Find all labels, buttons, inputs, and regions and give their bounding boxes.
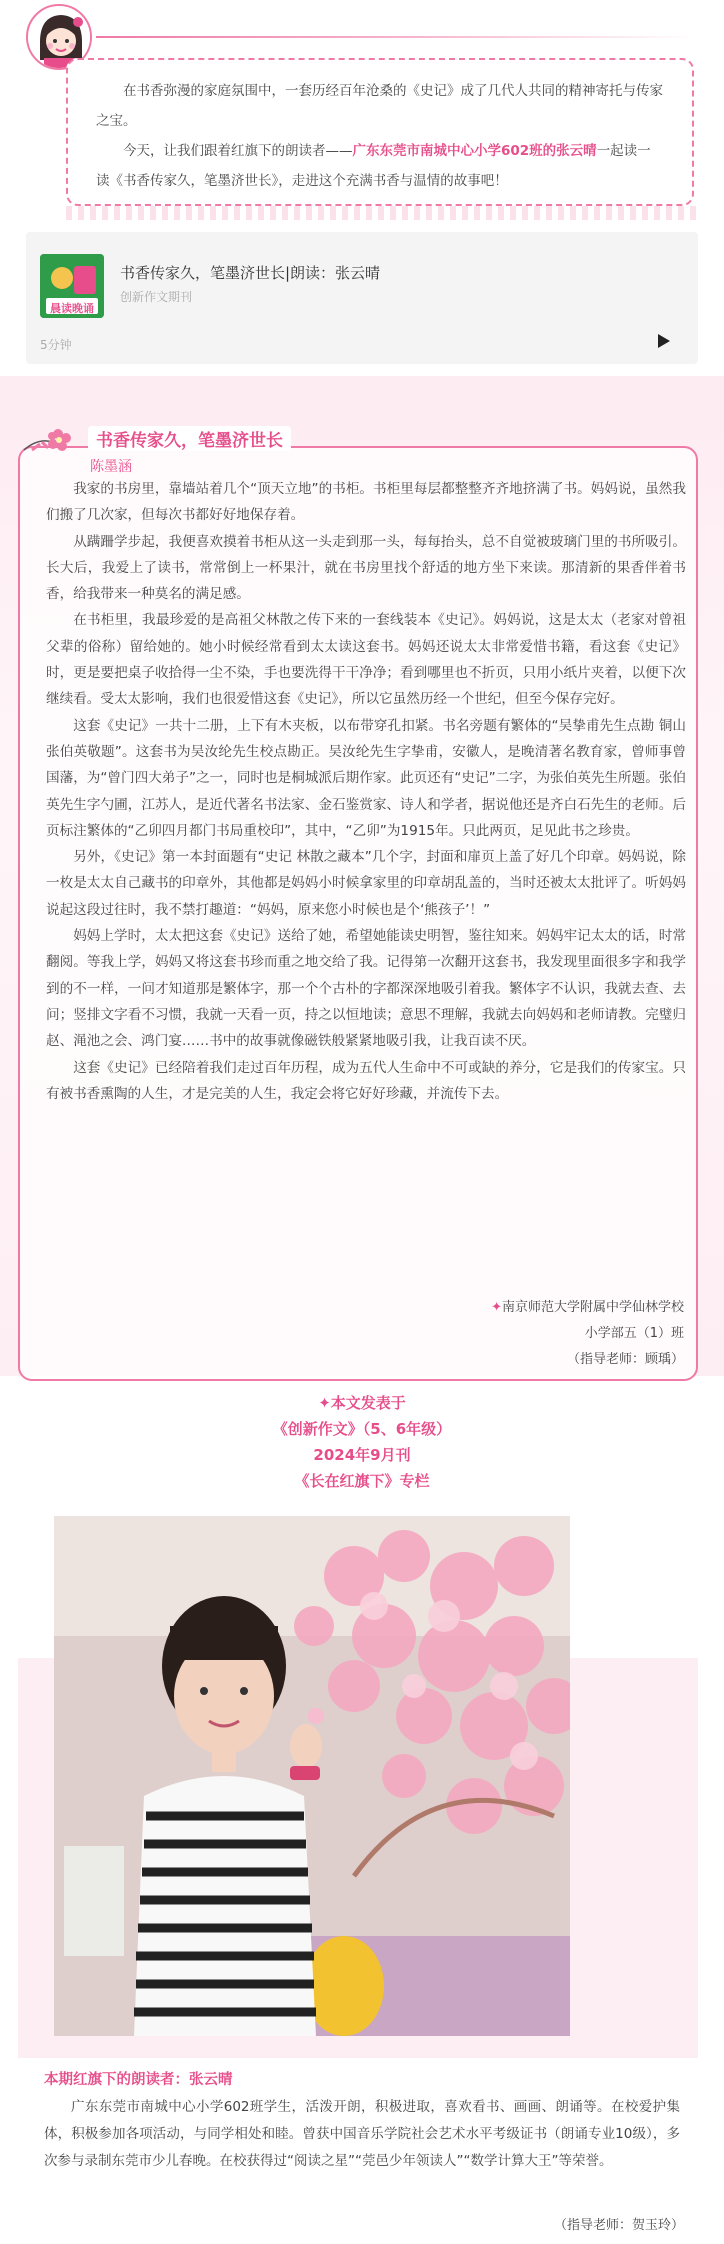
- intro-decoration: [66, 206, 696, 220]
- article-paragraph: 在书柜里，我最珍爱的是高祖父林散之传下来的一套线装本《史记》。妈妈说，这是太太（老家对曾祖父辈的俗称）留给她的。她小时候经常看到太太读这套书。妈妈还说太太非常爱惜书籍，看这套《史记》时，更是要把桌子收拾得一尘不染，手也要洗得干干净净；看到哪里也不折页，只用小纸片夹着，以便下次继续看。受太太影响，我们也很爱惜这套《史记》，所以它虽然历经一个世纪，但至今保存完好。: [46, 612, 686, 708]
- intro-text-before: 今天，让我们跟着红旗下的朗读者——: [123, 143, 353, 159]
- play-icon[interactable]: [658, 334, 670, 348]
- publication-line-1-text: 本文发表于: [330, 1394, 406, 1412]
- audio-duration: 5分钟: [40, 338, 72, 352]
- audio-source: 创新作文期刊: [120, 290, 193, 304]
- audio-cover: [40, 254, 104, 318]
- article-title-block: [22, 420, 322, 458]
- intro-paragraph-2: [96, 136, 664, 196]
- flower-icon: [22, 420, 88, 458]
- article-paragraph: 这套《史记》已经陪着我们走过百年历程，成为五代人生命中不可或缺的养分，它是我们的传家宝。只有被书香熏陶的人生，才是完美的人生，我定会将它好好珍藏，并流传下去。: [46, 1059, 686, 1102]
- audio-card[interactable]: [26, 232, 698, 364]
- publication-line-2: 《创新作文》（5、6年级）: [272, 1420, 452, 1438]
- article-teacher: （指导老师：顾瑀）: [566, 1352, 684, 1367]
- article-class: 小学部五（1）班: [584, 1326, 684, 1341]
- publication-line-4: 《长在红旗下》专栏: [294, 1472, 430, 1490]
- article-school: [491, 1295, 684, 1321]
- intro-highlight: 广东东莞市南城中心小学602班的张云晴: [352, 143, 597, 159]
- audio-title: 书香传家久，笔墨济世长|朗读：张云晴: [120, 264, 381, 282]
- publication-note: [0, 1390, 724, 1494]
- article-signature: [491, 1295, 684, 1373]
- publication-line-1: [0, 1390, 724, 1416]
- article-title: 书香传家久，笔墨济世长: [88, 426, 291, 451]
- article-paragraph: 这套《史记》一共十二册，上下有木夹板，以布带穿孔扣紧。书名旁题有繁体的“吴挚甫先生点勘 铜山张伯英敬题”。这套书为吴汝纶先生校点勘正。吴汝纶先生字挚甫，安徽人，是晚清著名教育家，曾师事曾国藩，为“曾门四大弟子”之一，同时也是桐城派后期作家。此页还有“史记”二字，为张伯英先生所题。张伯英先生字勺圃，江苏人，是近代著名书法家、金石鉴赏家、诗人和学者，据说他还是齐白石先生的老师。后页标注繁体的“乙卯四月都门书局重校印”，其中，“乙卯”为1915年。只此两页，足见此书之珍贵。: [46, 717, 686, 839]
- article-school-text: 南京师范大学附属中学仙林学校: [501, 1300, 684, 1315]
- publication-line-3: 2024年9月刊: [313, 1446, 411, 1464]
- reader-title: 本期红旗下的朗读者：张云晴: [44, 2072, 233, 2088]
- article-paragraph: 我家的书房里，靠墙站着几个“顶天立地”的书柜。书柜里每层都整整齐齐地挤满了书。妈妈说，虽然我们搬了几次家，但每次书都好好地保存着。: [46, 481, 686, 524]
- star-icon: ✦: [491, 1300, 502, 1315]
- article-body: [46, 476, 686, 1107]
- header-divider: [96, 36, 696, 38]
- audio-cover-text: 晨读晚诵: [50, 302, 94, 315]
- intro-text-after: 一起读一读《书香传家久，笔墨济世长》，走进这个充满书香与温情的故事吧！: [96, 143, 651, 189]
- article-paragraph: 妈妈上学时，太太把这套《史记》送给了她，希望她能读史明智，鉴往知来。妈妈牢记太太的话，时常翻阅。等我上学，妈妈又将这套书珍而重之地交给了我。记得第一次翻开这套书，我发现里面很多字和我学到的不一样，一问才知道那是繁体字，那一个个古朴的字都深深地吸引着我。繁体字不认识，我就去查、去问；竖排文字看不习惯，我就一天看一页，持之以恒地读；意思不理解，我就去向妈妈和老师请教。完璧归赵、渑池之会、鸿门宴……书中的故事就像磁铁般紧紧地吸引我，让我百读不厌。: [46, 928, 686, 1050]
- star-icon: ✦: [318, 1394, 331, 1412]
- reader-photo: [54, 1516, 570, 2036]
- reader-teacher: （指导老师：贺玉玲）: [553, 2218, 684, 2233]
- intro-box: [66, 58, 694, 206]
- article-paragraph: 另外，《史记》第一本封面题有“史记 林散之藏本”几个字，封面和扉页上盖了好几个印章。妈妈说，除一枚是太太自己藏书的印章外，其他都是妈妈小时候拿家里的印章胡乱盖的，当时还被太太批评了。听妈妈说起这段过往时，我不禁打趣道：“妈妈，原来您小时候也是个‘熊孩子’！”: [46, 849, 686, 918]
- article-author: 陈墨涵: [90, 459, 132, 475]
- article-paragraph: 从蹒跚学步起，我便喜欢摸着书柜从这一头走到那一头，每每抬头，总不自觉被玻璃门里的书所吸引。长大后，我爱上了读书，常常倒上一杯果汁，就在书房里找个舒适的地方坐下来读。那清新的果香伴着书香，给我带来一种莫名的满足感。: [46, 533, 686, 603]
- reader-bio-text: 广东东莞市南城中心小学602班学生，活泼开朗，积极进取，喜欢看书、画画、朗诵等。在校爱护集体，积极参加各项活动，与同学相处和睦。曾获中国音乐学院社会艺术水平考级证书（朗诵专业10级），多次参与录制东莞市少儿春晚。在校获得过“阅读之星”“莞邑少年领读人”“数学计算大王”等荣誉。: [44, 2099, 680, 2169]
- intro-paragraph-1: 在书香弥漫的家庭氛围中，一套历经百年沧桑的《史记》成了几代人共同的精神寄托与传家之宝。: [96, 83, 663, 129]
- reader-bio: [44, 2094, 680, 2175]
